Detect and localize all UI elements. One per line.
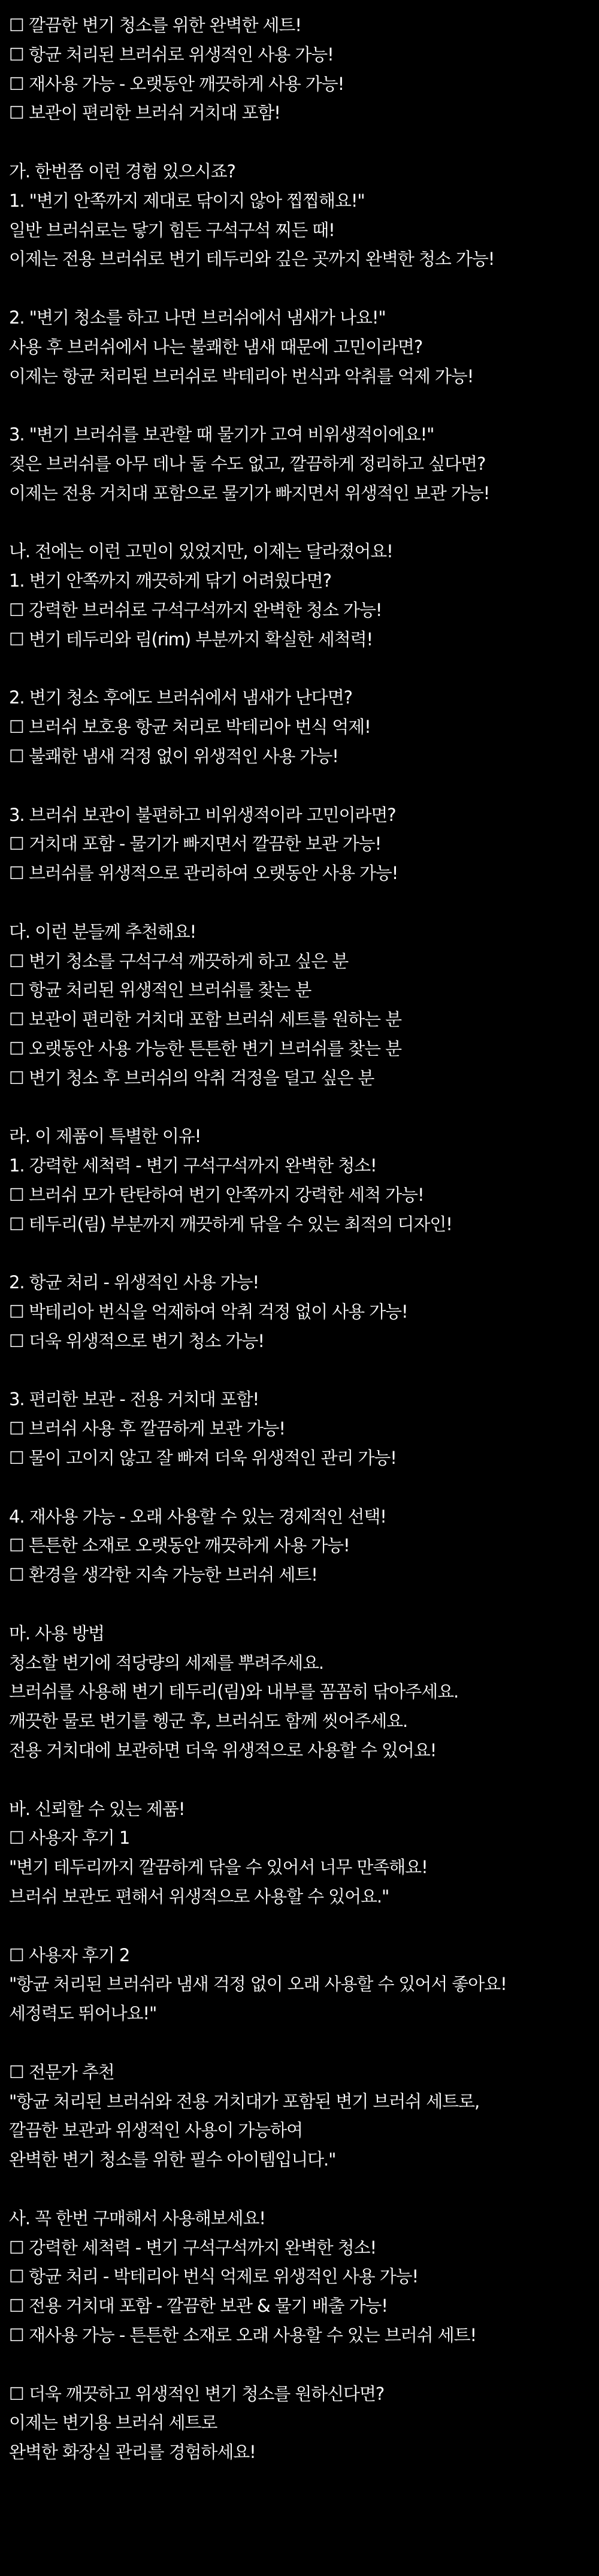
text-line: 라. 이 제품이 특별한 이유!	[9, 1126, 201, 1147]
text-line: ☐ 튼튼한 소재로 오랫동안 깨끗하게 사용 가능!	[9, 1535, 350, 1556]
text-line: "항균 처리된 브러쉬와 전용 거치대가 포함된 변기 브러쉬 세트로,	[9, 2091, 480, 2112]
blank-line	[9, 2175, 593, 2204]
text-line: 이제는 전용 거치대 포함으로 물기가 빠지면서 위생적인 보관 가능!	[9, 482, 490, 503]
blank-line	[9, 1239, 593, 1268]
text-line: ☐ 더욱 깨끗하고 위생적인 변기 청소를 원하신다면?	[9, 2383, 385, 2404]
text-line: 바. 신뢰할 수 있는 제품!	[9, 1798, 185, 1819]
text-line: 2. 항균 처리 - 위생적인 사용 가능!	[9, 1272, 259, 1293]
text-line: ☐ 박테리아 번식을 억제하여 악취 걱정 없이 사용 가능!	[9, 1301, 408, 1322]
text-line: 일반 브러쉬로는 닿기 힘든 구석구석 찌든 때!	[9, 219, 335, 240]
text-line: 나. 전에는 이런 고민이 있었지만, 이제는 달라졌어요!	[9, 541, 393, 562]
text-line: 이제는 변기용 브러쉬 세트로	[9, 2412, 217, 2433]
blank-line	[9, 2028, 593, 2058]
text-line: 3. 브러쉬 보관이 불편하고 비위생적이라 고민이라면?	[9, 804, 396, 825]
text-line: 3. "변기 브러쉬를 보관할 때 물기가 고여 비위생적이에요!"	[9, 424, 434, 445]
text-line: ☐ 사용자 후기 2	[9, 1944, 130, 1965]
text-line: 마. 사용 방법	[9, 1623, 104, 1644]
text-line: ☐ 변기 청소를 구석구석 깨끗하게 하고 싶은 분	[9, 950, 349, 971]
blank-line	[9, 1911, 593, 1941]
text-line: 4. 재사용 가능 - 오래 사용할 수 있는 경제적인 선택!	[9, 1506, 386, 1527]
text-line: ☐ 재사용 가능 - 오랫동안 깨끗하게 사용 가능!	[9, 73, 344, 94]
text-line: 깨끗한 물로 변기를 헹군 후, 브러쉬도 함께 씻어주세요.	[9, 1711, 408, 1732]
blank-line	[9, 2350, 593, 2379]
text-line: ☐ 테두리(림) 부분까지 깨끗하게 닦을 수 있는 최적의 디자인!	[9, 1213, 452, 1234]
text-line: ☐ 강력한 브러쉬로 구석구석까지 완벽한 청소 가능!	[9, 599, 382, 620]
blank-line	[9, 128, 593, 157]
text-line: ☐ 보관이 편리한 브러쉬 거치대 포함!	[9, 102, 280, 123]
blank-line	[9, 391, 593, 420]
blank-line	[9, 654, 593, 684]
text-line: 깔끔한 보관과 위생적인 사용이 가능하여	[9, 2120, 303, 2141]
text-line: 1. "변기 안쪽까지 제대로 닦이지 않아 찝찝해요!"	[9, 190, 365, 211]
text-line: 청소할 변기에 적당량의 세제를 뿌려주세요.	[9, 1652, 324, 1673]
text-line: 젖은 브러쉬를 아무 데나 둘 수도 없고, 깔끔하게 정리하고 싶다면?	[9, 453, 486, 474]
text-line: ☐ 재사용 가능 - 튼튼한 소재로 오래 사용할 수 있는 브러쉬 세트!	[9, 2324, 477, 2345]
blank-line	[9, 274, 593, 303]
text-line: ☐ 전용 거치대 포함 - 깔끔한 보관 & 물기 배출 가능!	[9, 2296, 388, 2317]
text-line: 이제는 항균 처리된 브러쉬로 박테리아 번식과 악취를 억제 가능!	[9, 366, 474, 386]
text-line: 브러쉬를 사용해 변기 테두리(림)와 내부를 꼼꼼히 닦아주세요.	[9, 1681, 459, 1702]
text-line: 2. "변기 청소를 하고 나면 브러쉬에서 냄새가 나요!"	[9, 307, 386, 328]
text-line: ☐ 브러쉬 보호용 항균 처리로 박테리아 번식 억제!	[9, 717, 371, 738]
text-line: 사. 꼭 한번 구매해서 사용해보세요!	[9, 2207, 265, 2228]
text-line: 전용 거치대에 보관하면 더욱 위생적으로 사용할 수 있어요!	[9, 1740, 437, 1761]
text-line: ☐ 더욱 위생적으로 변기 청소 가능!	[9, 1330, 264, 1351]
text-line: 3. 편리한 보관 - 전용 거치대 포함!	[9, 1389, 259, 1410]
text-line: "변기 테두리까지 깔끔하게 닦을 수 있어서 너무 만족해요!	[9, 1857, 428, 1878]
blank-line	[9, 1765, 593, 1795]
text-line: ☐ 항균 처리된 브러쉬로 위생적인 사용 가능!	[9, 44, 334, 65]
text-line: ☐ 항균 처리된 위생적인 브러쉬를 찾는 분	[9, 980, 311, 1001]
text-line: 브러쉬 보관도 편해서 위생적으로 사용할 수 있어요."	[9, 1886, 389, 1907]
text-line: 1. 변기 안쪽까지 깨끗하게 닦기 어려웠다면?	[9, 570, 331, 591]
text-line: 다. 이런 분들께 추천해요!	[9, 921, 196, 942]
text-line: 2. 변기 청소 후에도 브러쉬에서 냄새가 난다면?	[9, 687, 352, 708]
text-line: ☐ 사용자 후기 1	[9, 1828, 130, 1849]
text-line: "항균 처리된 브러쉬라 냄새 걱정 없이 오래 사용할 수 있어서 좋아요!	[9, 1974, 507, 1995]
text-line: ☐ 변기 테두리와 림(rim) 부분까지 확실한 세척력!	[9, 629, 373, 650]
text-line: 사용 후 브러쉬에서 나는 불쾌한 냄새 때문에 고민이라면?	[9, 336, 423, 357]
text-line: ☐ 거치대 포함 - 물기가 빠지면서 깔끔한 보관 가능!	[9, 833, 382, 854]
text-line: 완벽한 변기 청소를 위한 필수 아이템입니다."	[9, 2149, 336, 2170]
text-line: ☐ 브러쉬를 위생적으로 관리하여 오랫동안 사용 가능!	[9, 863, 398, 884]
text-line: 세정력도 뛰어나요!"	[9, 2003, 157, 2024]
text-line: ☐ 보관이 편리한 거치대 포함 브러쉬 세트를 원하는 분	[9, 1009, 402, 1030]
product-description-text	[9, 11, 593, 2467]
blank-line	[9, 508, 593, 537]
text-line: ☐ 환경을 생각한 지속 가능한 브러쉬 세트!	[9, 1565, 317, 1586]
text-line: ☐ 브러쉬 사용 후 깔끔하게 보관 가능!	[9, 1418, 285, 1439]
text-line: ☐ 변기 청소 후 브러쉬의 악취 걱정을 덜고 싶은 분	[9, 1067, 374, 1088]
text-line: ☐ 물이 고이지 않고 잘 빠져 더욱 위생적인 관리 가능!	[9, 1448, 397, 1469]
text-line: 완벽한 화장실 관리를 경험하세요!	[9, 2442, 256, 2463]
text-line: 1. 강력한 세척력 - 변기 구석구석까지 완벽한 청소!	[9, 1155, 377, 1176]
blank-line	[9, 1473, 593, 1502]
blank-line	[9, 1356, 593, 1385]
text-line: 가. 한번쯤 이런 경험 있으시죠?	[9, 161, 235, 182]
blank-line	[9, 888, 593, 917]
text-line: ☐ 오랫동안 사용 가능한 튼튼한 변기 브러쉬를 찾는 분	[9, 1038, 402, 1059]
text-line: ☐ 강력한 세척력 - 변기 구석구석까지 완벽한 청소!	[9, 2237, 376, 2258]
text-line: ☐ 전문가 추천	[9, 2061, 114, 2082]
text-line: ☐ 불쾌한 냄새 걱정 없이 위생적인 사용 가능!	[9, 745, 338, 766]
blank-line	[9, 1590, 593, 1619]
text-line: 이제는 전용 브러쉬로 변기 테두리와 깊은 곳까지 완벽한 청소 가능!	[9, 249, 495, 270]
text-line: ☐ 브러쉬 모가 탄탄하여 변기 안쪽까지 강력한 세척 가능!	[9, 1184, 424, 1205]
blank-line	[9, 771, 593, 801]
text-line: ☐ 깔끔한 변기 청소를 위한 완벽한 세트!	[9, 15, 301, 35]
blank-line	[9, 1092, 593, 1122]
text-line: ☐ 항균 처리 - 박테리아 번식 억제로 위생적인 사용 가능!	[9, 2266, 419, 2287]
